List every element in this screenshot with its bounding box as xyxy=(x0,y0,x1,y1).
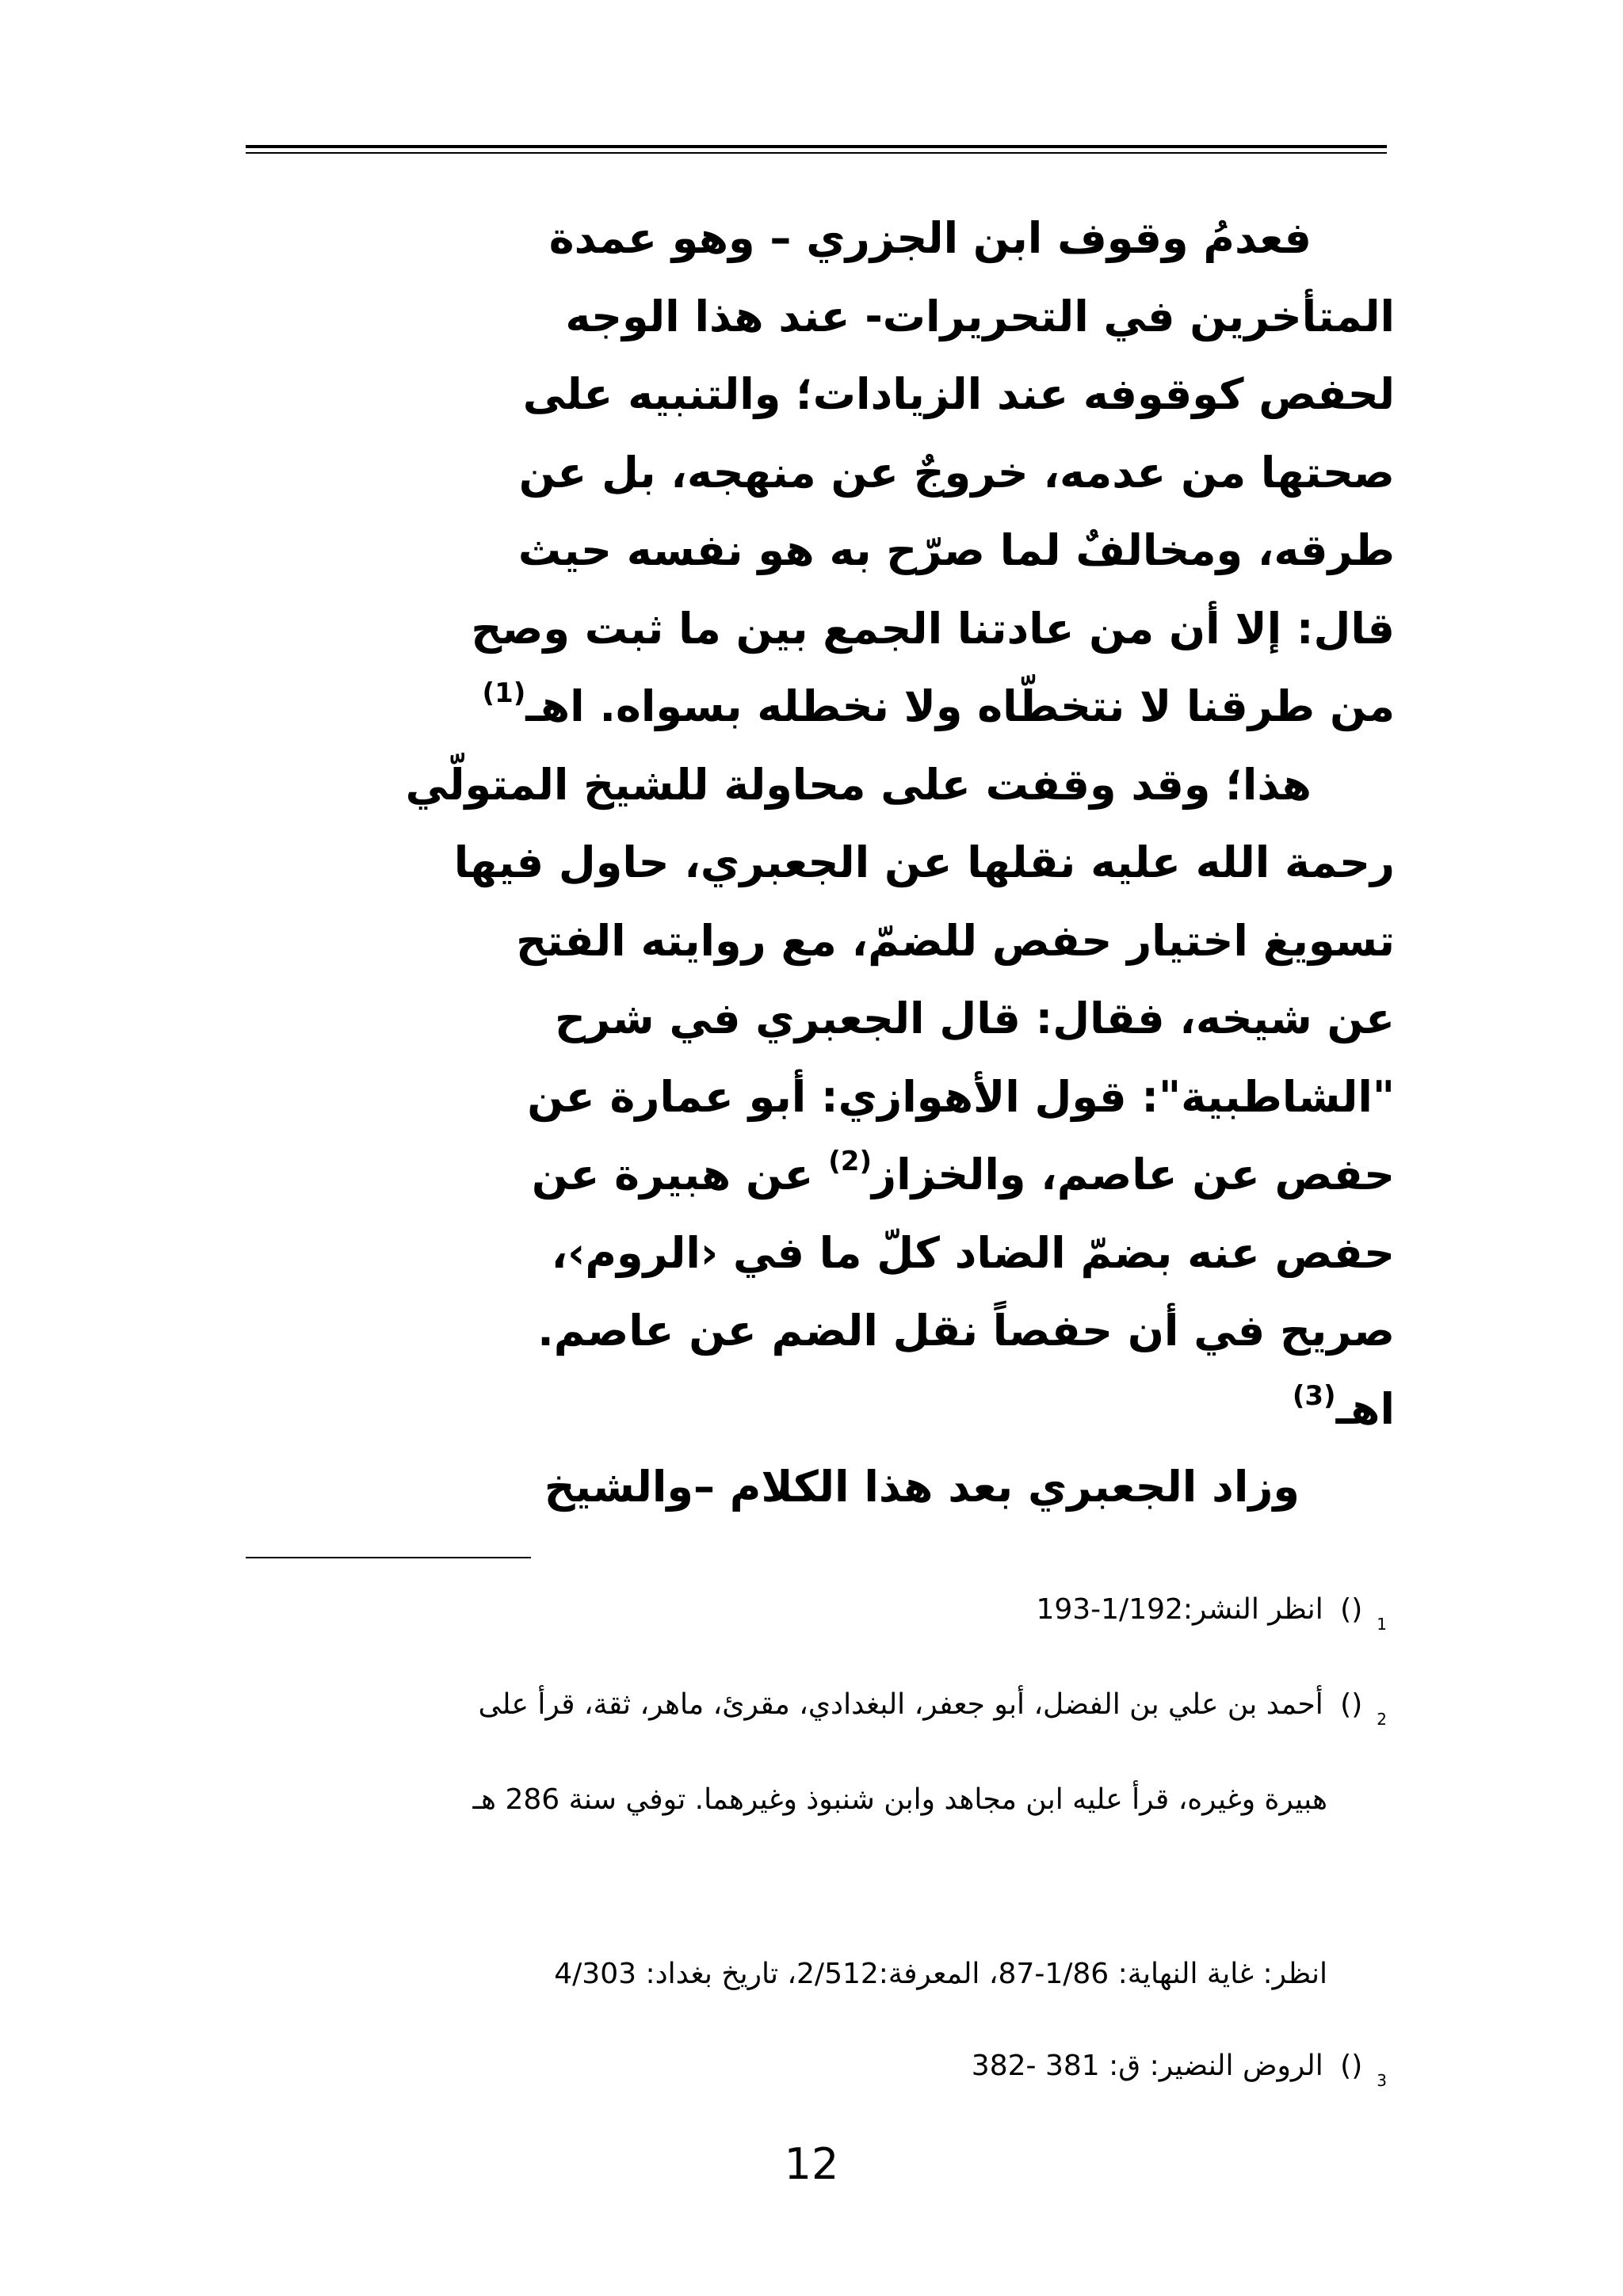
body-line: طرقه، ومخالفٌ لما صرّح به هو نفسه حيث xyxy=(517,525,1395,575)
footnote-ref[interactable]: (3) xyxy=(1292,1379,1336,1412)
body-line-text: حفص عن عاصم، والخزاز xyxy=(872,1150,1395,1199)
footnote-mark: 3 xyxy=(1377,2071,1387,2090)
body-line: رحمة الله عليه نقلها عن الجعبري، حاول فيها xyxy=(453,837,1395,887)
footnote-ref[interactable]: (2) xyxy=(828,1146,872,1177)
footnote-3 xyxy=(972,2047,1387,2100)
footnote-ref[interactable]: (1) xyxy=(482,677,526,709)
body-line: صريح في أن حفصاً نقل الضم عن عاصم. xyxy=(537,1306,1395,1356)
footnote-mark: 2 xyxy=(1377,1710,1387,1729)
body-line: وزاد الجعبري بعد هذا الكلام –والشيخ xyxy=(544,1462,1300,1512)
body-line: "الشاطبية": قول الأهوازي: أبو عمارة عن xyxy=(527,1071,1395,1122)
footnote-text: هبيرة وغيره، قرأ عليه ابن مجاهد وابن شنبوذ وغيرهما. توفي سنة 286 هـ xyxy=(472,1783,1327,1816)
body-line-text: اهـ xyxy=(1335,1383,1395,1434)
body-line: صحتها من عدمه، خروجٌ عن منهجه، بل عن xyxy=(518,447,1395,498)
body-line: تسويغ اختيار حفص للضمّ، مع روايته الفتح xyxy=(516,915,1395,966)
footnote-2-continued xyxy=(472,1781,1327,1819)
body-line: المتأخرين في التحريرات- عند هذا الوجه xyxy=(565,291,1395,341)
footnotes xyxy=(262,0,1387,2296)
footnote-paren: () xyxy=(1340,1593,1363,1626)
body-line: فعدمُ وقوف ابن الجزري – وهو عمدة xyxy=(548,213,1312,263)
footnote-paren: () xyxy=(1340,1688,1363,1721)
footnote-1 xyxy=(1036,1591,1387,1643)
body-line: عن شيخه، فقال: قال الجعبري في شرح xyxy=(555,994,1395,1043)
footnote-paren: () xyxy=(1340,2050,1363,2082)
footnote-2 xyxy=(479,1686,1387,1738)
footnote-text: أحمد بن علي بن الفضل، أبو جعفر، البغدادي، مقرئ، ماهر، ثقة، قرأ على xyxy=(478,1688,1323,1721)
page-number: 12 xyxy=(784,2139,839,2189)
body-line: هذا؛ وقد وقفت على محاولة للشيخ المتولّي xyxy=(405,759,1312,810)
footnote-text: انظر: غاية النهاية: 1/86-87، المعرفة:2/512، تاريخ بغداد: 4/303 xyxy=(554,1958,1327,1990)
footnote-2-sources xyxy=(554,1955,1327,1993)
body-line-text: من طرقنا لا نتخطّاه ولا نخطله بسواه. اهـ xyxy=(525,681,1395,731)
body-line: لحفص كوقوفه عند الزيادات؛ والتنبيه على xyxy=(522,369,1395,419)
body-line: حفص عنه بضمّ الضاد كلّ ما في ‹الروم›، xyxy=(551,1227,1395,1278)
footnote-text: انظر النشر:1/192-193 xyxy=(1036,1593,1323,1626)
footnote-mark: 1 xyxy=(1377,1615,1387,1634)
footnote-text: الروض النضير: ق: 381 -382 xyxy=(971,2050,1323,2082)
body-line: قال: إلا أن من عادتنا الجمع بين ما ثبت وصح xyxy=(471,603,1395,654)
body-line-text: عن هبيرة عن xyxy=(531,1150,829,1199)
